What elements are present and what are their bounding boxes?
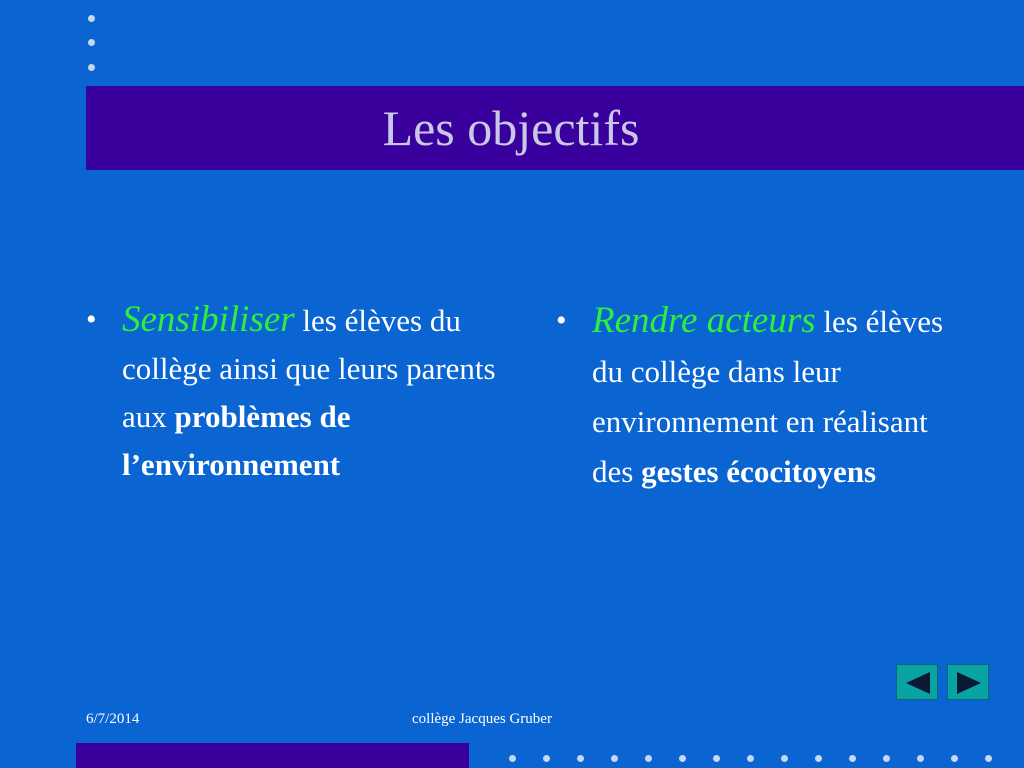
decorative-dot [917,755,924,762]
decorative-dot [88,15,95,22]
right-bullet-item [556,296,976,497]
bullet-marker: • [556,304,567,337]
decorative-dot [509,755,516,762]
left-column [86,296,506,489]
decorative-dot [883,755,890,762]
decorative-dot [543,755,550,762]
decorative-dot [951,755,958,762]
decorative-dot [645,755,652,762]
decorative-dot [747,755,754,762]
decorative-dot [88,64,95,71]
next-slide-button[interactable] [947,664,989,700]
right-bold-text: gestes écocitoyens [641,454,877,489]
decorative-dot [849,755,856,762]
slide-title: Les objectifs [382,100,640,156]
decorative-dot [985,755,992,762]
previous-slide-button[interactable] [896,664,938,700]
decorative-dot [611,755,618,762]
right-bullet-text [592,296,976,497]
bullet-marker: • [86,303,97,336]
decorative-dot [815,755,822,762]
decorative-dot [577,755,584,762]
triangle-left-icon [904,671,932,695]
left-bullet-text [122,296,506,489]
right-plain-text: les élèves du collège dans leur environnement en réalisant des [592,304,944,489]
left-highlight-word: Sensibiliser [122,299,295,340]
right-highlight-word: Rendre acteurs [592,300,816,341]
right-column [556,296,976,497]
title-bar [86,86,1024,170]
footer-school-name: collège Jacques Gruber [412,711,552,727]
left-plain-text: les élèves du collège ainsi que leurs parents aux [122,303,496,434]
decorative-dot [88,39,95,46]
decorative-dot [781,755,788,762]
footer-bar [76,743,469,768]
left-bold-text: problèmes de l’environnement [122,399,351,482]
decorative-dot [713,755,720,762]
decorative-dot [679,755,686,762]
footer-date: 6/7/2014 [86,711,140,727]
left-bullet-item [86,296,506,489]
triangle-right-icon [955,671,983,695]
